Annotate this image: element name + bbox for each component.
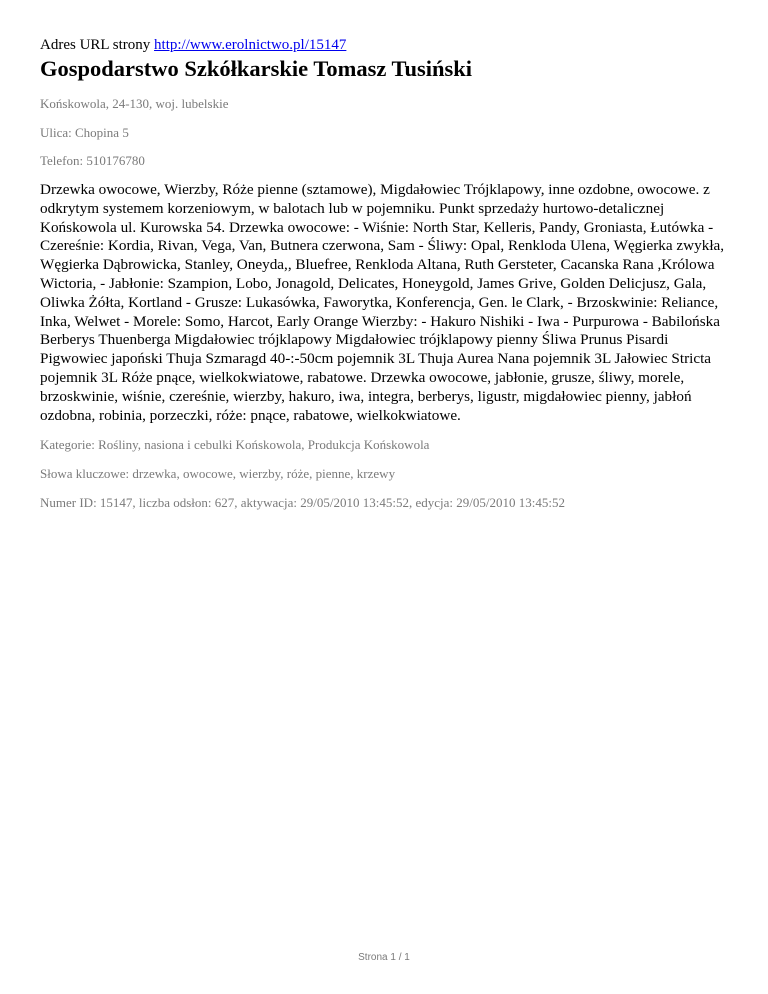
listing-street: Ulica: Chopina 5 — [40, 125, 129, 140]
listing-categories: Kategorie: Rośliny, nasiona i cebulki Końskowola, Produkcja Końskowola — [40, 437, 430, 453]
source-url-line — [40, 36, 730, 54]
listing-page — [40, 36, 730, 511]
listing-phone: Telefon: 510176780 — [40, 153, 145, 168]
listing-address: Końskowola, 24-130, woj. lubelskie — [40, 96, 229, 111]
page-number-footer: Strona 1 / 1 — [358, 952, 410, 963]
url-label: Adres URL strony — [40, 37, 151, 53]
listing-title: Gospodarstwo Szkółkarskie Tomasz Tusiński — [40, 56, 473, 81]
source-url-link[interactable]: http://www.erolnictwo.pl/15147 — [154, 37, 347, 53]
listing-description: Drzewka owocowe, Wierzby, Róże pienne (sztamowe), Migdałowiec Trójklapowy, inne ozdobne, owocowe. z odkrytym systemem korzeniowym, w balotach lub w pojemniku. Punkt sprzedaży hurtowo-detalicznej Końskowola ul. Kurowska 54. Drzewka owocowe: - Wiśnie: North Star, Kelleris, Pandy, Groniasta, Łutówka - Czereśnie: Kordia, Rivan, Vega, Van, Butnera czerwona, Sam - Śliwy: Opal, Renkloda Ulena, Węgierka zwykła, Węgierka Dąbrowicka, Stanley, Oneyda,, Bluefree, Renkloda Altana, Ruth Gersteter, Cacanska Rana ,Królowa Wictoria, - Jabłonie: Szampion, Lobo, Jonagold, Delicates, Honeygold, James Grive, Golden Delicjusz, Gala, Oliwka Żółta, Kortland - Grusze: Lukasówka, Faworytka, Konferencja, Gen. le Clark, - Brzoskwinie: Reliance, Inka, Welwet - Morele: Somo, Harcot, Early Orange Wierzby: - Hakuro Nishiki - Iwa - Purpurowa - Babilońska Berberys Thuenberga Migdałowiec trójklapowy Migdałowiec trójklapowy pienny Śliwa Prunus Pisardi Pigwowiec japoński Thuja Szmaragd 40-:-50cm pojemnik 3L Thuja Aurea Nana pojemnik 3L Jałowiec Stricta pojemnik 3L Róże pnące, wielkokwiatowe, rabatowe. Drzewka owocowe, jabłonie, grusze, śliwy, morele, brzoskwinie, wiśnie, czereśnie, wierzby, hakuro, iwa, integra, berberys, ligustr, migdałowiec pienny, jabłoń ozdobna, robinia, porzeczki, róże: pnące, rabatowe, wielkokwiatowe. — [40, 181, 725, 424]
listing-id-line: Numer ID: 15147, liczba odsłon: 627, aktywacja: 29/05/2010 13:45:52, edycja: 29/05/2010 13:45:52 — [40, 495, 565, 511]
listing-keywords: Słowa kluczowe: drzewka, owocowe, wierzby, róże, pienne, krzewy — [40, 466, 396, 482]
